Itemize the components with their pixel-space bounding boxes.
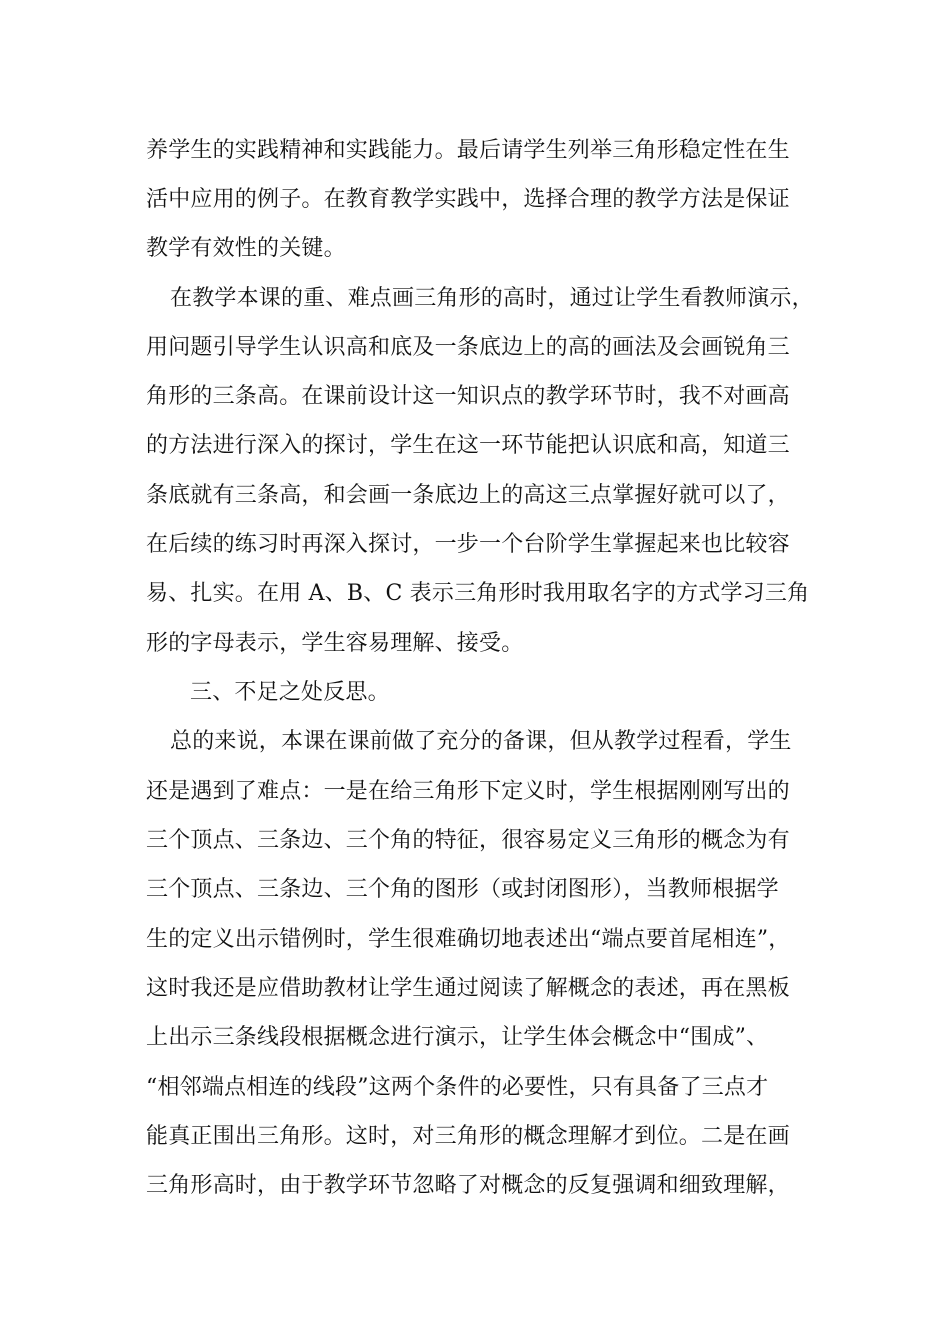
text-line: 三个顶点、三条边、三个角的图形（或封闭图形），当教师根据学 xyxy=(146,877,779,902)
text-line: 的方法进行深入的探讨，学生在这一环节能把认识底和高，知道三 xyxy=(146,433,790,458)
text-line: 易、扎实。在用 A、B、C 表示三角形时我用取名字的方式学习三角 xyxy=(146,581,810,606)
text-line: 在后续的练习时再深入探讨，一步一个台阶学生掌握起来也比较容 xyxy=(146,532,790,557)
text-line: 用问题引导学生认识高和底及一条底边上的高的画法及会画锐角三 xyxy=(146,335,790,360)
text-line: 能真正围出三角形。这时，对三角形的概念理解才到位。二是在画 xyxy=(146,1124,790,1149)
text-line: 形的字母表示，学生容易理解、接受。 xyxy=(146,631,524,656)
text-line: 三角形高时，由于教学环节忽略了对概念的反复强调和细致理解， xyxy=(146,1173,790,1198)
text-line: 上出示三条线段根据概念进行演示，让学生体会概念中“围成”、 xyxy=(146,1025,769,1050)
text-line: 生的定义出示错例时，学生很难确切地表述出“端点要首尾相连”， xyxy=(146,927,791,952)
text-line: 还是遇到了难点：一是在给三角形下定义时，学生根据刚刚写出的 xyxy=(146,779,790,804)
text-line: 这时我还是应借助教材让学生通过阅读了解概念的表述，再在黑板 xyxy=(146,976,790,1001)
text-line: 条底就有三条高，和会画一条底边上的高这三点掌握好就可以了， xyxy=(146,483,790,508)
text-line: 三个顶点、三条边、三个角的特征，很容易定义三角形的概念为有 xyxy=(146,828,790,853)
text-line: 在教学本课的重、难点画三角形的高时，通过让学生看教师演示， xyxy=(170,286,814,311)
text-line: 角形的三条高。在课前设计这一知识点的教学环节时，我不对画高 xyxy=(146,384,790,409)
text-line: “相邻端点相连的线段”这两个条件的必要性，只有具备了三点才 xyxy=(146,1075,769,1100)
text-line: 养学生的实践精神和实践能力。最后请学生列举三角形稳定性在生 xyxy=(146,138,790,163)
section-heading: 三、不足之处反思。 xyxy=(190,680,390,705)
text-line: 总的来说，本课在课前做了充分的备课，但从教学过程看，学生 xyxy=(170,729,792,754)
text-line: 活中应用的例子。在教育教学实践中，选择合理的教学方法是保证 xyxy=(146,187,790,212)
text-line: 教学有效性的关键。 xyxy=(146,236,346,261)
